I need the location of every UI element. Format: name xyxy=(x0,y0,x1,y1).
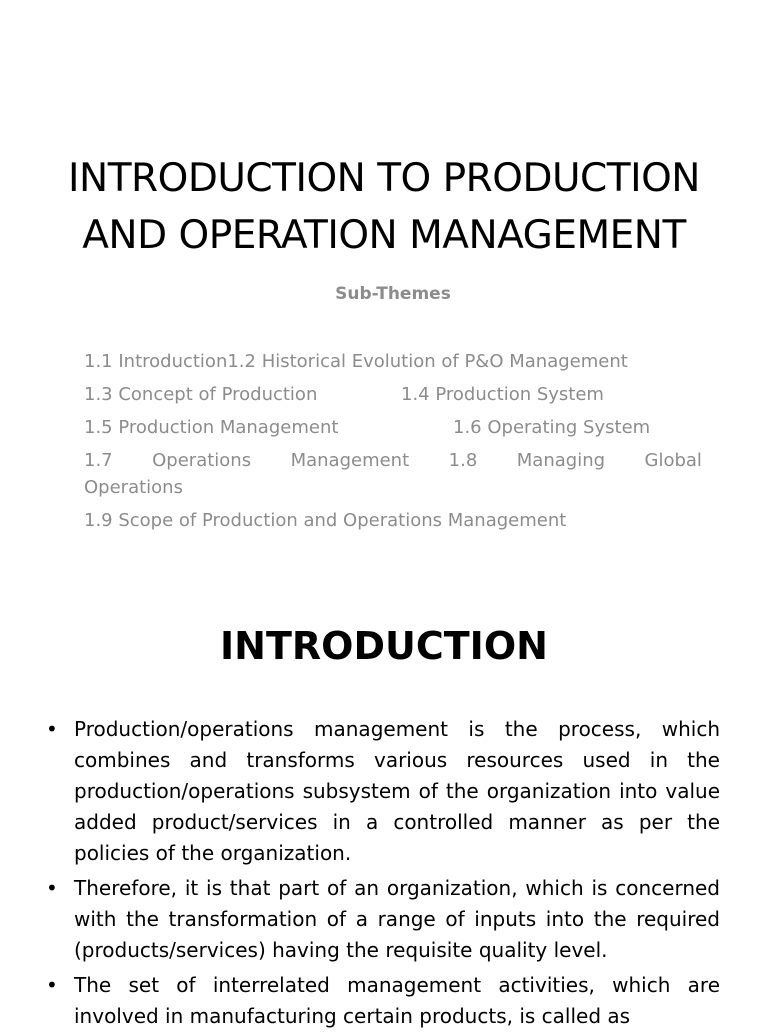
slide-title xyxy=(0,150,768,264)
sub-theme-item: 1.1 Introduction1.2 Historical Evolution of P&O Management xyxy=(84,351,628,372)
sub-theme-item: 1.9 Scope of Production and Operations Management xyxy=(84,510,567,531)
bullet-text: Therefore, it is that part of an organization, which is concerned with the transformation of a range of inputs into the required (products/services) having the requisite quality level. xyxy=(74,876,720,962)
slide-title-line-2: AND OPERATION MANAGEMENT xyxy=(82,213,686,258)
sub-theme-word: Management xyxy=(290,450,410,471)
bullet-icon: • xyxy=(46,973,58,997)
sub-themes-label: Sub-Themes xyxy=(335,284,451,304)
bullet-icon: • xyxy=(46,717,58,741)
sub-theme-item: 1.5 Production Management xyxy=(84,417,339,438)
sub-theme-item: 1.4 Production System xyxy=(401,384,604,405)
sub-themes-list xyxy=(84,348,702,540)
sub-theme-item: 1.6 Operating System xyxy=(453,417,651,438)
sub-theme-row xyxy=(84,474,702,501)
bullet-text: Production/operations management is the process, which combines and transforms various resources used in the production/operations subsystem of the organization into value added product/services in a controlled manner as per the policies of the organization. xyxy=(74,717,720,865)
sub-theme-word: Global xyxy=(644,450,702,471)
section-heading: INTRODUCTION xyxy=(220,624,548,668)
bullet-icon: • xyxy=(46,876,58,900)
bullet-item xyxy=(46,714,720,869)
sub-theme-word: 1.7 xyxy=(84,450,113,471)
sub-theme-row xyxy=(84,414,702,441)
sub-theme-item: 1.3 Concept of Production xyxy=(84,384,318,405)
sub-theme-row xyxy=(84,381,702,408)
sub-theme-word: Managing xyxy=(516,450,606,471)
bullet-item xyxy=(46,873,720,966)
sub-theme-word: Operations xyxy=(152,450,252,471)
slide-title-line-1: INTRODUCTION TO PRODUCTION xyxy=(68,156,700,201)
sub-theme-word: 1.8 xyxy=(448,450,478,471)
bullet-list xyxy=(46,714,720,1036)
sub-theme-row xyxy=(84,348,702,375)
sub-theme-row xyxy=(84,507,702,534)
sub-theme-row xyxy=(84,447,702,474)
sub-theme-word: Operations xyxy=(84,477,183,498)
bullet-text: The set of interrelated management activities, which are involved in manufacturing certain products, is called as xyxy=(74,973,720,1028)
bullet-item xyxy=(46,970,720,1032)
